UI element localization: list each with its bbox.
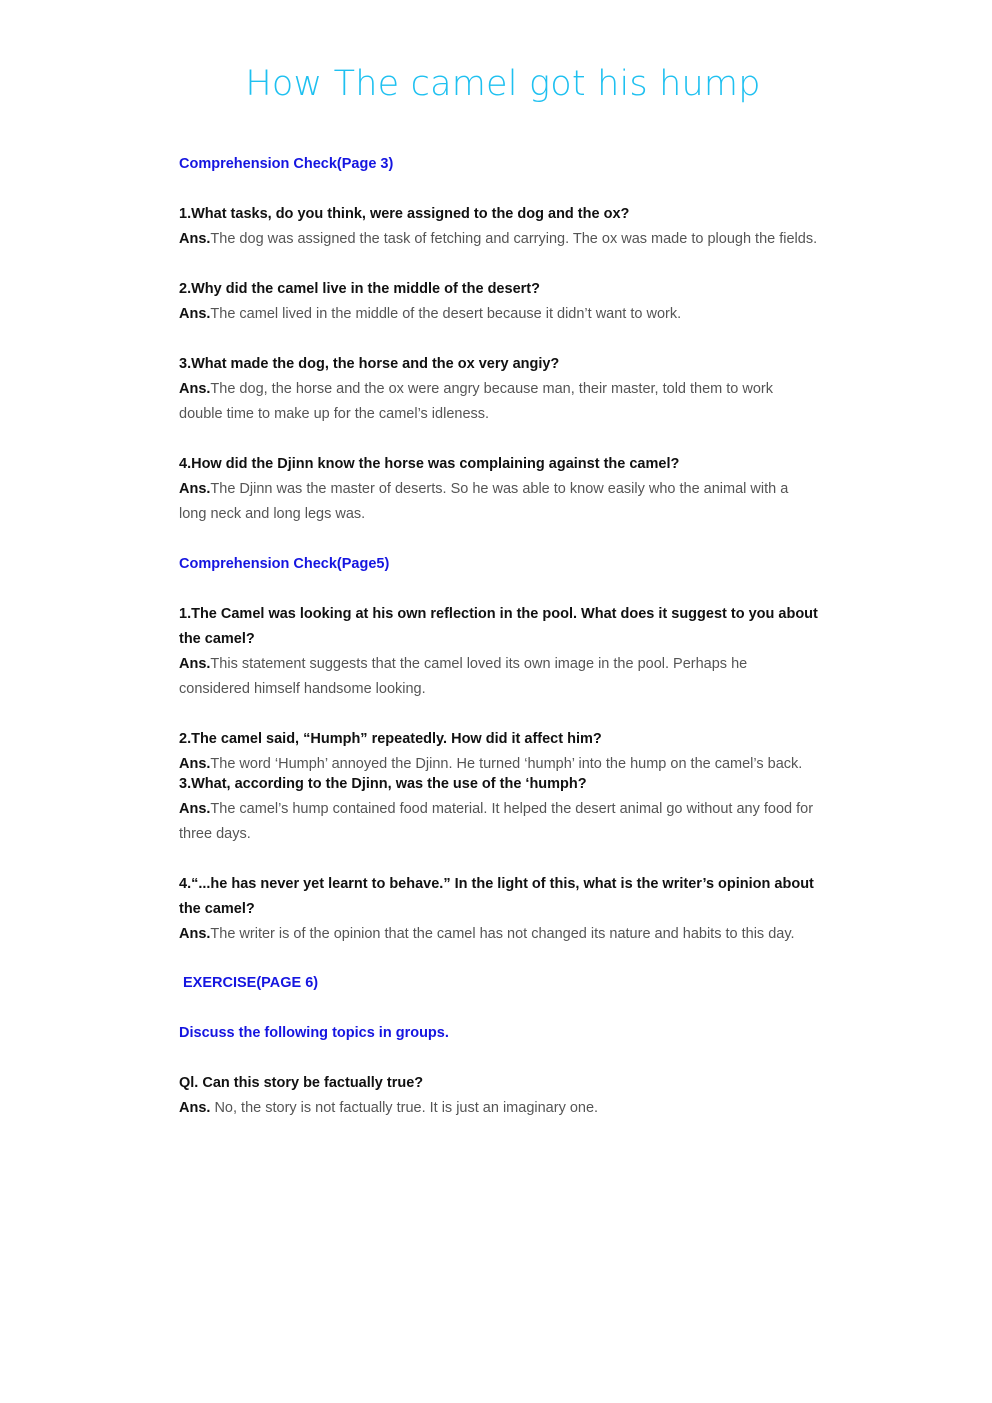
answer-label: Ans. [179,381,211,397]
question: Ql. Can this story be factually true? [179,1075,424,1091]
question: 4.“...he has never yet learnt to behave.” In the light of this, what is the writer’s opinion about the camel? [179,876,814,917]
answer-label: Ans. [179,656,211,672]
page-title: How The camel got his hump [245,64,761,104]
answer [179,302,819,327]
question: 2.The camel said, “Humph” repeatedly. How did it affect him? [179,731,602,747]
answer [179,1096,819,1121]
answer-label: Ans. [179,1100,211,1116]
answer-label: Ans. [179,231,211,247]
answer-text: The Djinn was the master of deserts. So he was able to know easily who the animal with a long neck and long legs was. [179,481,789,522]
answer-text: The writer is of the opinion that the camel has not changed its nature and habits to this day. [210,926,795,942]
section-heading-page-3: Comprehension Check(Page 3) [179,156,394,172]
answer-text: The camel’s hump contained food material. It helped the desert animal go without any food for three days. [179,801,814,842]
answer-text: The dog, the horse and the ox were angry because man, their master, told them to work double time to make up for the camel’s idleness. [179,381,774,422]
answer-label: Ans. [179,926,211,942]
answer [179,477,819,527]
question: 3.What, according to the Djinn, was the use of the ‘humph? [179,776,587,792]
document-body [179,152,819,1121]
question: 4.How did the Djinn know the horse was complaining against the camel? [179,456,680,472]
answer-text: The dog was assigned the task of fetching and carrying. The ox was made to plough the fields. [210,231,818,247]
answer [179,797,819,847]
section-subheading: Discuss the following topics in groups. [179,1025,449,1041]
question: 1.The Camel was looking at his own reflection in the pool. What does it suggest to you about the camel? [179,606,818,647]
section-heading-exercise: EXERCISE(PAGE 6) [183,975,319,991]
answer-text: The word ‘Humph’ annoyed the Djinn. He turned ‘humph’ into the hump on the camel’s back. [210,756,803,772]
answer [179,652,819,702]
answer-text: The camel lived in the middle of the desert because it didn’t want to work. [210,306,682,322]
question: 3.What made the dog, the horse and the ox very angiy? [179,356,560,372]
answer [179,227,819,252]
answer [179,922,819,947]
section-heading-page-5: Comprehension Check(Page5) [179,556,390,572]
answer-text: This statement suggests that the camel loved its own image in the pool. Perhaps he considered himself handsome looking. [179,656,748,697]
answer-label: Ans. [179,801,211,817]
answer-label: Ans. [179,481,211,497]
answer-label: Ans. [179,306,211,322]
answer-text: No, the story is not factually true. It is just an imaginary one. [210,1100,599,1116]
answer-label: Ans. [179,756,211,772]
answer [179,377,819,427]
question: 2.Why did the camel live in the middle of the desert? [179,281,540,297]
question: 1.What tasks, do you think, were assigned to the dog and the ox? [179,206,630,222]
